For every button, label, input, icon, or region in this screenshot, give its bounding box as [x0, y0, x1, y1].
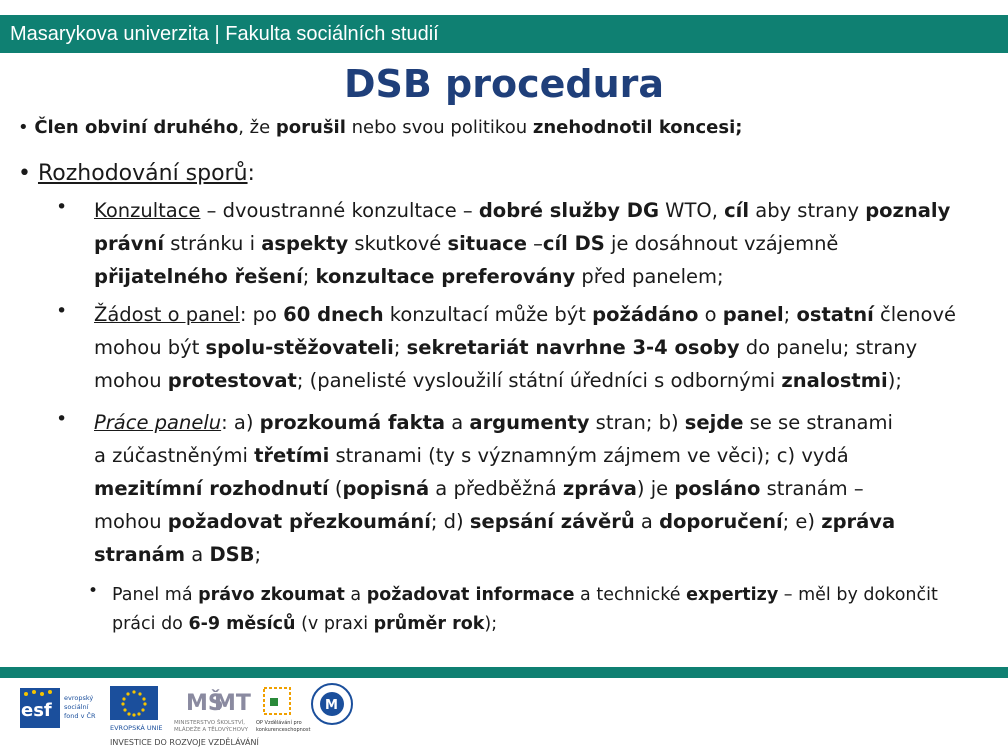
msmt-logo [174, 684, 251, 736]
subitem-bullet: • [88, 581, 99, 601]
text-run: mohou [94, 510, 168, 533]
text-run: sekretariát navrhne 3-4 osoby [406, 336, 740, 359]
footer-bar [0, 667, 1008, 678]
section-label-suffix: : [247, 161, 255, 186]
header-bar [0, 15, 1008, 53]
section-label: Rozhodování sporů [37, 161, 248, 186]
institution-title: Masarykova univerzita | Fakulta sociálních studií [10, 23, 439, 45]
text-run: skutkové [348, 232, 448, 255]
text-run: , že [238, 117, 276, 138]
subitem-panel-rights [112, 581, 997, 639]
text-run: nebo svou politikou [345, 117, 533, 138]
text-run: ; [393, 336, 407, 359]
text-run: a technické [574, 585, 687, 605]
text-run: argumenty [469, 411, 590, 434]
text-run: spolu-stěžovateli [205, 336, 394, 359]
text-run: ; [302, 265, 316, 288]
esf-logo [18, 686, 102, 736]
bullet-dot: • [18, 161, 38, 186]
op-logo [258, 684, 318, 736]
text-run: o [698, 303, 723, 326]
text-run: zpráva [821, 510, 896, 533]
esf-text: evropský sociální fond v ČR [64, 694, 96, 720]
text-run: mezitímní rozhodnutí [94, 477, 329, 500]
text-run: přijatelného řešení [94, 265, 303, 288]
text-run: průměr rok [373, 614, 485, 634]
text-run: poznaly [865, 199, 951, 222]
text-run: právo zkoumat [198, 585, 345, 605]
text-line [94, 538, 999, 571]
bullet-text [34, 117, 742, 138]
bullet-accusation [18, 114, 742, 142]
text-run: Panel má [112, 585, 199, 605]
text-run: – měl by dokončit [778, 585, 938, 605]
eu-text: EVROPSKÁ UNIE [110, 724, 163, 732]
text-run: (v praxi [295, 614, 374, 634]
text-run: popisná [342, 477, 430, 500]
svg-text:M: M [325, 698, 338, 713]
op-logo-graphic [258, 684, 298, 718]
item-bullet: • [56, 196, 68, 218]
text-run: požadovat přezkoumání [167, 510, 431, 533]
text-run: prozkoumá fakta [259, 411, 446, 434]
text-run: expertizy [686, 585, 779, 605]
text-run: a [185, 543, 210, 566]
bullet-dispute-resolution [18, 158, 255, 190]
text-run: ) je [636, 477, 675, 500]
slide-title: DSB procedura [343, 62, 665, 106]
text-run: ); [484, 614, 498, 634]
text-run: Konzultace [94, 199, 201, 222]
text-run: Práce panelu [94, 411, 222, 434]
bullet-dot: • [18, 117, 35, 138]
text-run: DSB [209, 543, 255, 566]
text-run: a zúčastněnými [94, 444, 255, 467]
text-run: – dvoustranné konzultace – [200, 199, 479, 222]
text-run: zpráva [562, 477, 637, 500]
svg-text:MT: MT [214, 691, 251, 716]
text-run: stranám – [760, 477, 864, 500]
text-run: porušil [275, 117, 346, 138]
item-bullet: • [56, 408, 68, 430]
text-run: a předběžná [429, 477, 563, 500]
text-line [94, 406, 999, 439]
text-run: sejde [684, 411, 744, 434]
msmt-text: MINISTERSTVO ŠKOLSTVÍ, MLÁDEŽE A TĚLOVÝCHOVY [174, 720, 248, 733]
text-run: aspekty [261, 232, 349, 255]
text-run: ; d) [430, 510, 470, 533]
text-line [94, 505, 999, 538]
text-run: konzultace preferovány [315, 265, 576, 288]
text-run: konzultací může být [383, 303, 593, 326]
text-run: 60 dnech [283, 303, 384, 326]
text-run: znalostmi [781, 369, 888, 392]
text-run: aby strany [749, 199, 866, 222]
text-run: protestovat [167, 369, 297, 392]
esf-letters: esf [21, 700, 52, 721]
mu-seal-logo [310, 682, 356, 728]
text-line [94, 472, 999, 505]
text-run: WTO, [658, 199, 725, 222]
text-run: stranami (ty s významným zájmem ve věci); c) vydá [329, 444, 849, 467]
text-run: a [634, 510, 660, 533]
text-run: dobré služby DG [478, 199, 659, 222]
text-line [112, 610, 997, 639]
text-run: cíl [724, 199, 750, 222]
text-run: Žádost o panel [94, 303, 240, 326]
text-run: požádáno [592, 303, 699, 326]
text-run: je dosáhnout vzájemně [604, 232, 839, 255]
text-run: cíl DS [542, 232, 605, 255]
text-run: stránku i [164, 232, 262, 255]
text-run: se se stranami [743, 411, 893, 434]
text-run: znehodnotil koncesi; [532, 117, 743, 138]
item-prace-panelu [94, 406, 999, 571]
text-run: práci do [112, 614, 189, 634]
text-run: doporučení [659, 510, 783, 533]
text-run: ; [783, 303, 797, 326]
eu-flag-icon [110, 686, 158, 720]
text-run: ; e) [782, 510, 822, 533]
item-konzultace [94, 194, 999, 293]
text-run: sepsání závěrů [469, 510, 635, 533]
text-run: třetími [254, 444, 330, 467]
text-run: před panelem; [575, 265, 724, 288]
svg-text:MŠ: MŠ [186, 691, 224, 716]
text-line [94, 298, 999, 331]
text-run: a [445, 411, 470, 434]
text-line [94, 227, 999, 260]
text-run: situace [447, 232, 527, 255]
text-run: posláno [674, 477, 761, 500]
text-run: ; [254, 543, 262, 566]
text-run: panel [722, 303, 784, 326]
text-run: právní [94, 232, 165, 255]
text-run: ); [887, 369, 902, 392]
text-run: ; (panelisté vysloužilí státní úředníci s odbornými [296, 369, 782, 392]
text-run: do panelu; strany [739, 336, 918, 359]
item-bullet: • [56, 300, 68, 322]
item-zadost-o-panel [94, 298, 999, 397]
text-run: mohou být [94, 336, 206, 359]
text-run: : a) [221, 411, 260, 434]
text-run: stranám [94, 543, 186, 566]
text-run: ( [328, 477, 343, 500]
text-run: Člen obviní druhého [34, 117, 239, 138]
mu-seal-icon [310, 682, 354, 726]
text-run: členové [873, 303, 956, 326]
text-run: a [344, 585, 367, 605]
msmt-logo-graphic [180, 684, 251, 718]
eu-logo [110, 686, 163, 736]
footer-logos [0, 678, 1008, 756]
op-text: OP Vzdělávání pro konkurenceschopnost [256, 720, 311, 733]
footer-tagline: INVESTICE DO ROZVOJE VZDĚLÁVÁNÍ [110, 738, 259, 747]
text-run: 6-9 měsíců [188, 614, 296, 634]
text-run: ostatní [796, 303, 874, 326]
text-line [94, 364, 999, 397]
text-run: mohou [94, 369, 168, 392]
text-line [94, 331, 999, 364]
text-run: požadovat informace [366, 585, 575, 605]
text-run: – [526, 232, 543, 255]
text-run: stran; b) [589, 411, 685, 434]
text-line [94, 260, 999, 293]
text-line [112, 581, 997, 610]
text-line [94, 439, 999, 472]
text-run: : po [239, 303, 284, 326]
text-line [94, 194, 999, 227]
